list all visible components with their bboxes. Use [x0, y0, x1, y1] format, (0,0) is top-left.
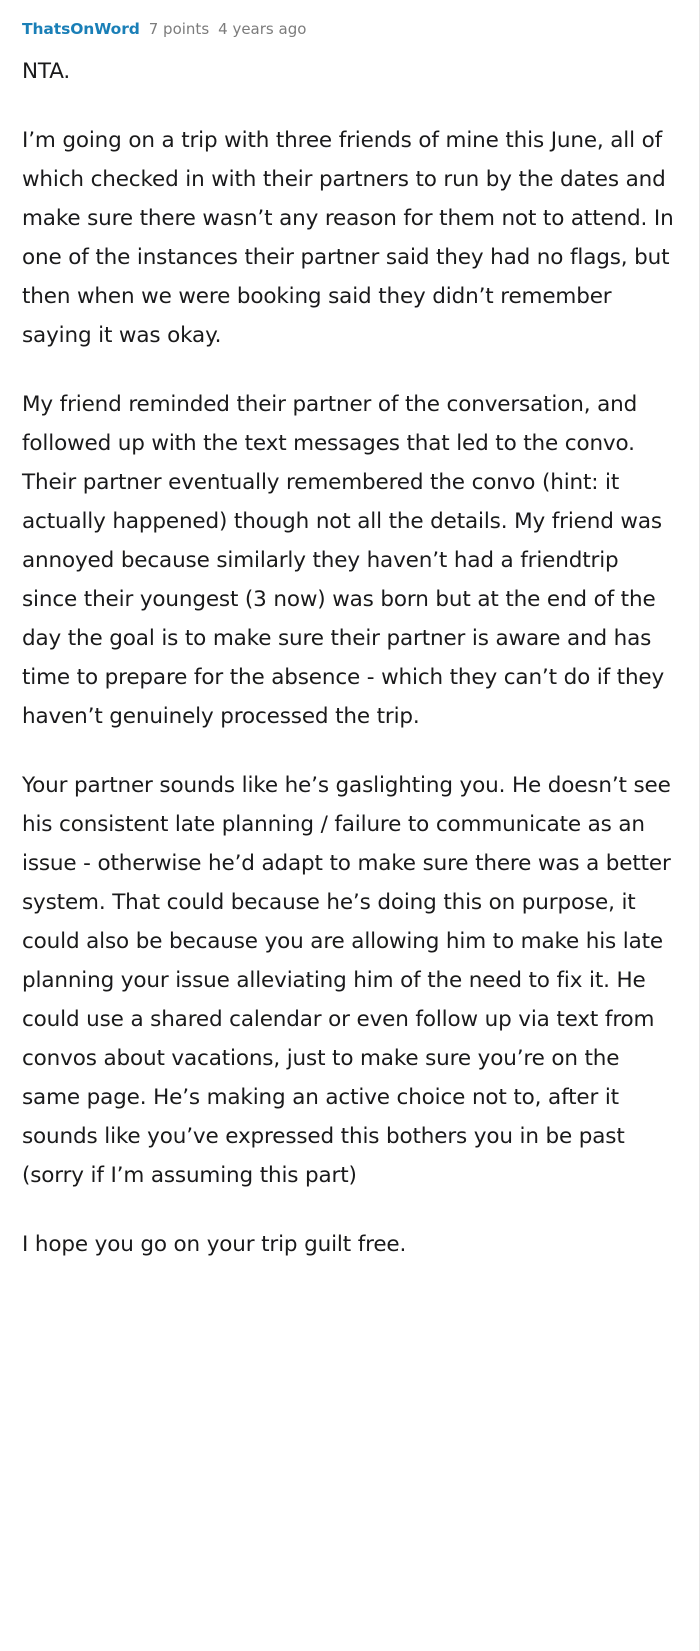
comment-paragraph: My friend reminded their partner of the conversation, and followed up with the text messages that led to the convo. Their partner eventually remembered the convo (hint: it actually happened) though not all the details. My friend was annoyed because similarly they haven’t had a friendtrip since their youngest (3 now) was born but at the end of the day the goal is to make sure their partner is aware and has time to prepare for the absence - which they can’t do if they haven’t genuinely processed the trip.	[22, 392, 665, 729]
comment-points: 7 points	[148, 20, 210, 38]
comment-paragraph: Your partner sounds like he’s gaslighting you. He doesn’t see his consistent late planning / failure to communicate as an issue - otherwise he’d adapt to make sure there was a better system. That could because he’s doing this on purpose, it could also be because you are allowing him to make his late planning your issue alleviating him of the need to fix it. He could use a shared calendar or even follow up via text from convos about vacations, just to make sure you’re on the same page. He’s making an active choice not to, after it sounds like you’ve expressed this bothers you in be past (sorry if I’m assuming this part)	[22, 773, 671, 1188]
comment-paragraph: I’m going on a trip with three friends of mine this June, all of which checked in with their partners to run by the dates and make sure there wasn’t any reason for them not to attend. In one of the instances their partner said they had no flags, but then when we were booking said they didn’t remember saying it was okay.	[22, 128, 674, 348]
comment-header	[22, 20, 677, 38]
comment-age: 4 years ago	[218, 20, 307, 38]
comment-author-link[interactable]: ThatsOnWord	[22, 20, 140, 38]
comment-paragraph: I hope you go on your trip guilt free.	[22, 1232, 407, 1257]
comment-body	[22, 52, 677, 1264]
comment-paragraph: NTA.	[22, 59, 71, 84]
